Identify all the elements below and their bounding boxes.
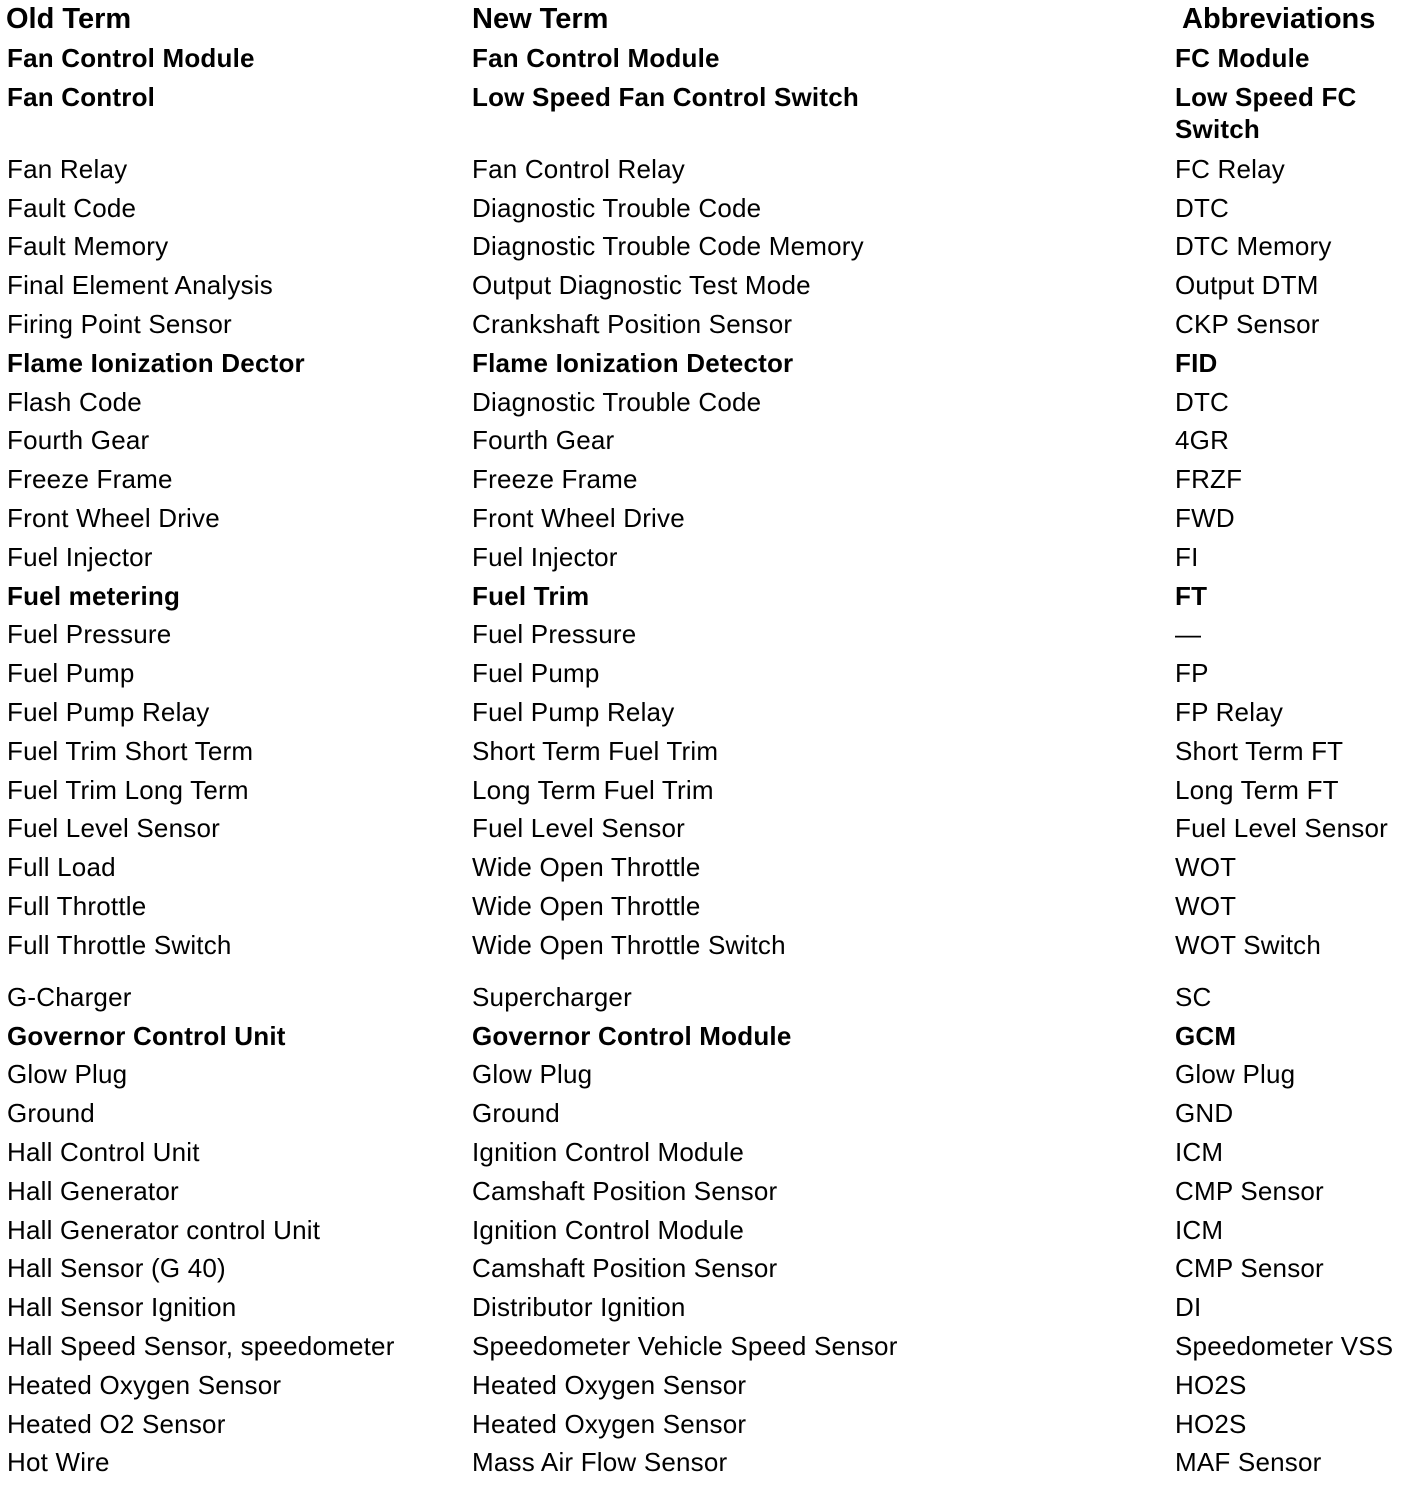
old-term-cell: Hall Sensor Ignition bbox=[7, 1292, 237, 1323]
new-term-cell: Fuel Pump bbox=[472, 658, 600, 689]
old-term-cell: Fuel Pump Relay bbox=[7, 696, 210, 727]
new-term-cell: Freeze Frame bbox=[472, 464, 638, 495]
old-term-cell: Fuel Pump bbox=[7, 658, 135, 689]
new-term-cell: Wide Open Throttle bbox=[472, 852, 701, 883]
table-row bbox=[0, 1095, 1424, 1134]
new-term-cell: Fuel Injector bbox=[472, 541, 618, 572]
abbreviation-cell: Long Term FT bbox=[1175, 774, 1339, 805]
abbreviation-cell: ICM bbox=[1175, 1214, 1224, 1245]
new-term-cell: Mass Air Flow Sensor bbox=[472, 1447, 728, 1478]
abbreviations-header: Abbreviations bbox=[1182, 3, 1376, 35]
abbreviation-cell: Speedometer VSS bbox=[1175, 1330, 1394, 1361]
old-term-cell: Fuel metering bbox=[7, 580, 181, 611]
abbreviation-cell: CMP Sensor bbox=[1175, 1253, 1324, 1284]
new-term-cell: Flame Ionization Detector bbox=[472, 347, 794, 378]
abbreviation-cell: — bbox=[1175, 619, 1202, 650]
new-term-cell: Fuel Pump Relay bbox=[472, 696, 675, 727]
table-row bbox=[0, 151, 1424, 190]
abbreviation-cell: ICM bbox=[1175, 1136, 1224, 1167]
new-term-cell: Glow Plug bbox=[472, 1059, 593, 1090]
new-term-cell: Fan Control Module bbox=[472, 43, 720, 73]
old-term-cell: Fault Code bbox=[7, 192, 137, 223]
abbreviation-cell: CMP Sensor bbox=[1175, 1175, 1324, 1206]
abbreviation-cell: FID bbox=[1175, 347, 1218, 378]
new-term-cell: Supercharger bbox=[472, 981, 632, 1012]
table-row bbox=[0, 1328, 1424, 1367]
abbreviation-cell: FP Relay bbox=[1175, 696, 1284, 727]
table-row bbox=[0, 461, 1424, 500]
abbreviation-cell: WOT Switch bbox=[1175, 929, 1321, 960]
new-term-cell: Fuel Pressure bbox=[472, 619, 637, 650]
new-term-cell: Fan Control Relay bbox=[472, 153, 685, 184]
table-row bbox=[0, 190, 1424, 229]
new-term-cell: Wide Open Throttle bbox=[472, 890, 701, 921]
old-term-cell: Fuel Trim Short Term bbox=[7, 735, 254, 766]
abbreviation-cell: Low Speed FC Switch bbox=[1175, 81, 1357, 144]
new-term-cell: Diagnostic Trouble Code bbox=[472, 386, 762, 417]
abbreviation-cell: FRZF bbox=[1175, 464, 1243, 495]
new-term-cell: Fuel Level Sensor bbox=[472, 813, 685, 844]
old-term-header: Old Term bbox=[6, 3, 132, 35]
terminology-table bbox=[0, 40, 1424, 1483]
new-term-cell: Output Diagnostic Test Mode bbox=[472, 270, 811, 301]
table-row bbox=[0, 1018, 1424, 1057]
table-row bbox=[0, 345, 1424, 384]
old-term-cell: Fault Memory bbox=[7, 231, 169, 262]
abbreviation-cell: FI bbox=[1175, 541, 1199, 572]
table-row bbox=[0, 1406, 1424, 1445]
old-term-cell: Full Throttle bbox=[7, 890, 147, 921]
new-term-cell: Camshaft Position Sensor bbox=[472, 1175, 778, 1206]
old-term-cell: Final Element Analysis bbox=[7, 270, 273, 301]
abbreviation-cell: FT bbox=[1175, 580, 1208, 611]
new-term-cell: Distributor Ignition bbox=[472, 1292, 686, 1323]
abbreviation-cell: Output DTM bbox=[1175, 270, 1319, 301]
abbreviation-cell: FP bbox=[1175, 658, 1209, 689]
table-row bbox=[0, 1134, 1424, 1173]
old-term-cell: Hot Wire bbox=[7, 1447, 110, 1478]
old-term-cell: Full Throttle Switch bbox=[7, 929, 232, 960]
table-row bbox=[0, 40, 1424, 79]
new-term-cell: Speedometer Vehicle Speed Sensor bbox=[472, 1330, 898, 1361]
abbreviation-cell: CKP Sensor bbox=[1175, 308, 1320, 339]
old-term-cell: Fuel Pressure bbox=[7, 619, 172, 650]
table-row bbox=[0, 578, 1424, 617]
table-row bbox=[0, 1250, 1424, 1289]
table-row bbox=[0, 616, 1424, 655]
abbreviation-cell: DTC bbox=[1175, 192, 1230, 223]
abbreviation-cell: WOT bbox=[1175, 852, 1237, 883]
table-row bbox=[0, 267, 1424, 306]
new-term-cell: Diagnostic Trouble Code bbox=[472, 192, 762, 223]
new-term-cell: Long Term Fuel Trim bbox=[472, 774, 714, 805]
old-term-cell: Flash Code bbox=[7, 386, 142, 417]
old-term-cell: Hall Generator control Unit bbox=[7, 1214, 321, 1245]
table-row bbox=[0, 1056, 1424, 1095]
table-row bbox=[0, 422, 1424, 461]
old-term-cell: Fan Control bbox=[7, 81, 156, 112]
abbreviation-cell: MAF Sensor bbox=[1175, 1447, 1322, 1478]
table-row bbox=[0, 1173, 1424, 1212]
table-row bbox=[0, 733, 1424, 772]
old-term-cell: Fuel Trim Long Term bbox=[7, 774, 249, 805]
table-row bbox=[0, 1444, 1424, 1483]
new-term-cell: Heated Oxygen Sensor bbox=[472, 1369, 747, 1400]
abbreviation-cell: Fuel Level Sensor bbox=[1175, 813, 1388, 844]
new-term-cell: Crankshaft Position Sensor bbox=[472, 308, 793, 339]
table-row bbox=[0, 849, 1424, 888]
old-term-cell: Hall Generator bbox=[7, 1175, 179, 1206]
old-term-cell: Heated Oxygen Sensor bbox=[7, 1369, 282, 1400]
abbreviation-cell: FC Relay bbox=[1175, 153, 1285, 184]
old-term-cell: Flame Ionization Dector bbox=[7, 347, 305, 378]
old-term-cell: Fuel Injector bbox=[7, 541, 153, 572]
old-term-cell: Glow Plug bbox=[7, 1059, 128, 1090]
old-term-cell: G-Charger bbox=[7, 981, 132, 1012]
old-term-cell: Ground bbox=[7, 1098, 95, 1129]
new-term-cell: Wide Open Throttle Switch bbox=[472, 929, 786, 960]
table-row bbox=[0, 500, 1424, 539]
abbreviation-cell: FWD bbox=[1175, 502, 1235, 533]
abbreviation-cell: GCM bbox=[1175, 1020, 1237, 1051]
old-term-cell: Fourth Gear bbox=[7, 425, 150, 456]
new-term-cell: Fourth Gear bbox=[472, 425, 615, 456]
abbreviation-cell: DTC bbox=[1175, 386, 1230, 417]
old-term-cell: Front Wheel Drive bbox=[7, 502, 220, 533]
new-term-cell: Ignition Control Module bbox=[472, 1214, 744, 1245]
abbreviation-cell: HO2S bbox=[1175, 1369, 1247, 1400]
table-header bbox=[0, 0, 1424, 40]
old-term-cell: Heated O2 Sensor bbox=[7, 1408, 226, 1439]
new-term-header: New Term bbox=[472, 3, 609, 35]
new-term-cell: Front Wheel Drive bbox=[472, 502, 685, 533]
table-row bbox=[0, 384, 1424, 423]
new-term-cell: Heated Oxygen Sensor bbox=[472, 1408, 747, 1439]
old-term-cell: Freeze Frame bbox=[7, 464, 173, 495]
abbreviation-cell: WOT bbox=[1175, 890, 1237, 921]
abbreviation-cell: GND bbox=[1175, 1098, 1234, 1129]
old-term-cell: Hall Sensor (G 40) bbox=[7, 1253, 226, 1284]
old-term-cell: Governor Control Unit bbox=[7, 1020, 286, 1051]
abbreviation-cell: SC bbox=[1175, 981, 1212, 1012]
table-row bbox=[0, 810, 1424, 849]
table-row bbox=[0, 888, 1424, 927]
old-term-cell: Fan Control Module bbox=[7, 43, 255, 73]
abbreviation-cell: 4GR bbox=[1175, 425, 1230, 456]
abbreviation-cell: DI bbox=[1175, 1292, 1202, 1323]
abbreviation-cell: FC Module bbox=[1175, 43, 1310, 73]
old-term-cell: Hall Speed Sensor, speedometer bbox=[7, 1330, 395, 1361]
new-term-cell: Fuel Trim bbox=[472, 580, 590, 611]
new-term-cell: Ignition Control Module bbox=[472, 1136, 744, 1167]
abbreviation-cell: Short Term FT bbox=[1175, 735, 1344, 766]
abbreviation-cell: DTC Memory bbox=[1175, 231, 1332, 262]
new-term-cell: Governor Control Module bbox=[472, 1020, 792, 1051]
old-term-cell: Fuel Level Sensor bbox=[7, 813, 220, 844]
table-row bbox=[0, 1289, 1424, 1328]
table-row bbox=[0, 772, 1424, 811]
table-row bbox=[0, 1212, 1424, 1251]
new-term-cell: Camshaft Position Sensor bbox=[472, 1253, 778, 1284]
old-term-cell: Fan Relay bbox=[7, 153, 128, 184]
new-term-cell: Short Term Fuel Trim bbox=[472, 735, 719, 766]
old-term-cell: Full Load bbox=[7, 852, 116, 883]
abbreviation-cell: Glow Plug bbox=[1175, 1059, 1296, 1090]
table-row bbox=[0, 79, 1424, 151]
table-row bbox=[0, 306, 1424, 345]
table-row bbox=[0, 655, 1424, 694]
new-term-cell: Ground bbox=[472, 1098, 560, 1129]
new-term-cell: Low Speed Fan Control Switch bbox=[472, 81, 859, 112]
table-row bbox=[0, 539, 1424, 578]
new-term-cell: Diagnostic Trouble Code Memory bbox=[472, 231, 864, 262]
old-term-cell: Hall Control Unit bbox=[7, 1136, 200, 1167]
table-row bbox=[0, 979, 1424, 1018]
abbreviation-cell: HO2S bbox=[1175, 1408, 1247, 1439]
table-row bbox=[0, 927, 1424, 979]
old-term-cell: Firing Point Sensor bbox=[7, 308, 232, 339]
table-row bbox=[0, 1367, 1424, 1406]
table-row bbox=[0, 228, 1424, 267]
table-row bbox=[0, 694, 1424, 733]
